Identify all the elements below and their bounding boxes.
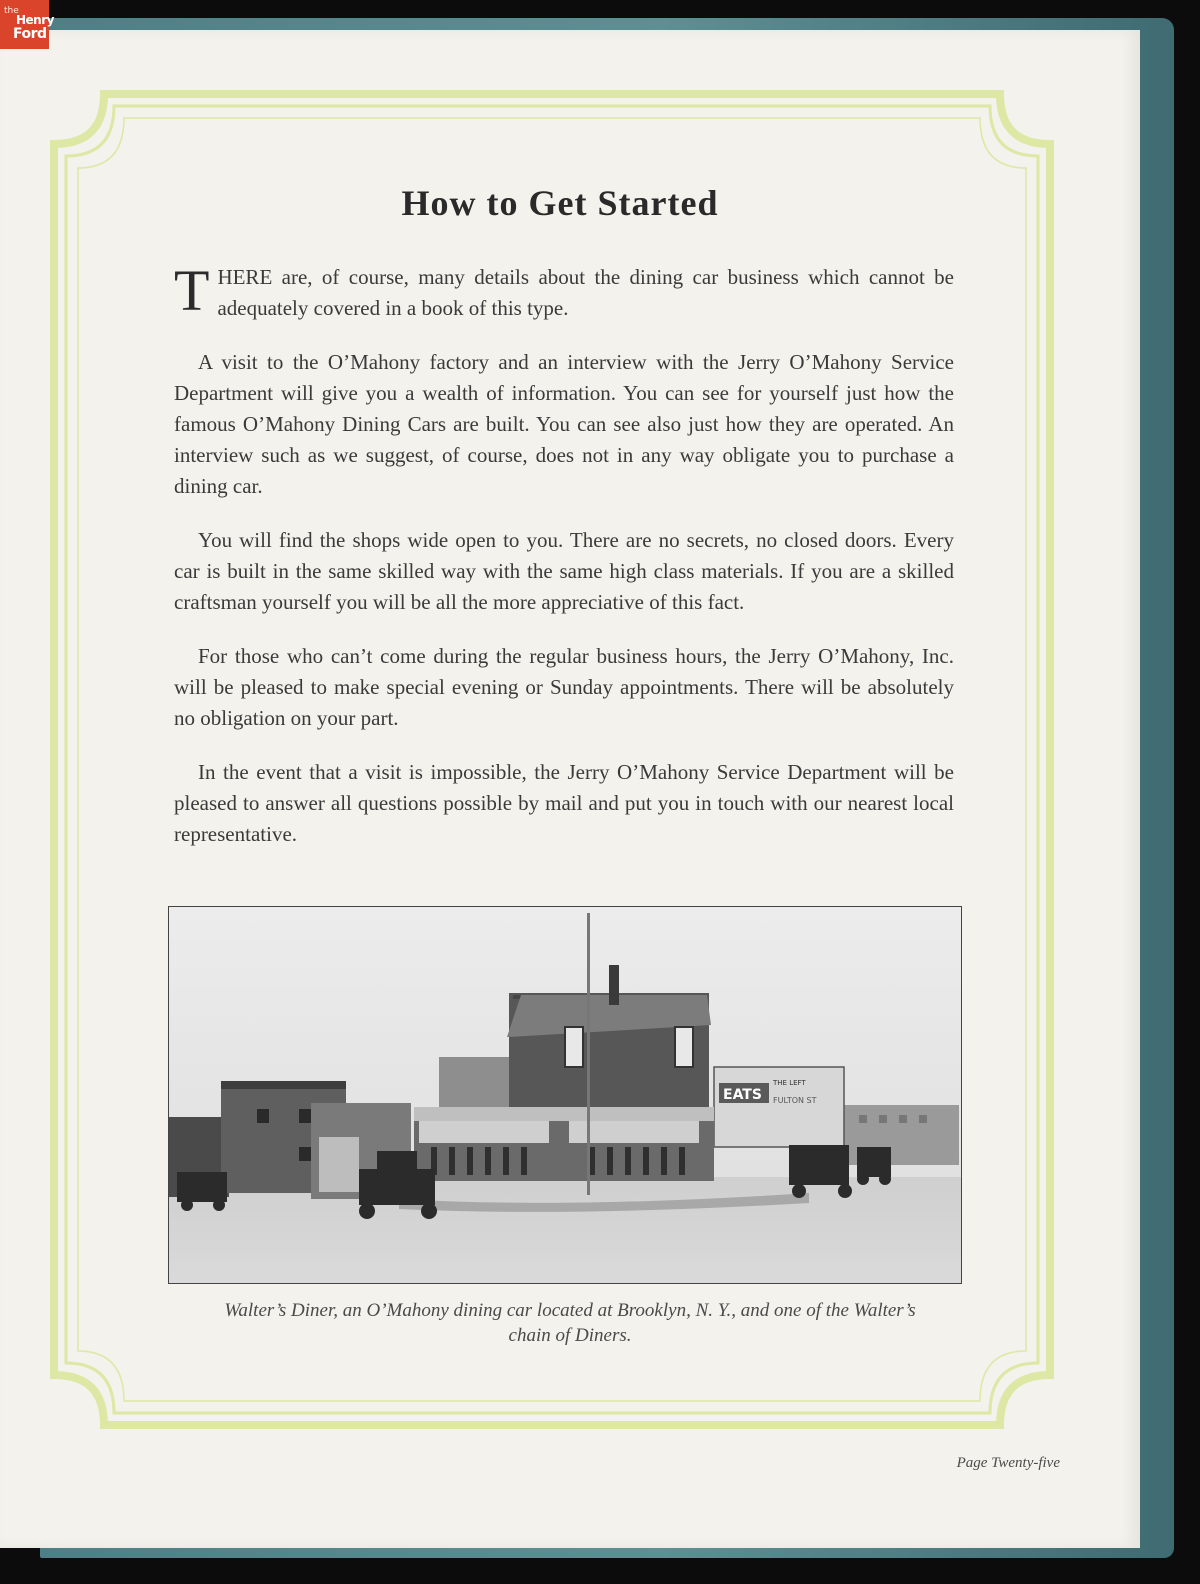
paragraph-3: You will find the shops wide open to you. There are no secrets, no closed doors. Every car is built in the same skilled way with the same high class materials. If you are a skilled craftsman yourself you will be all the more appreciative of this fact. xyxy=(174,528,954,614)
drop-cap: T xyxy=(174,258,210,323)
body-text xyxy=(174,258,954,873)
paragraph-4: For those who can’t come during the regular business hours, the Jerry O’Mahony, Inc. will be pleased to make special evening or Sunday appointments. There will be absolutely no obligation on your part. xyxy=(174,644,954,730)
the-left-sign: THE LEFT xyxy=(773,1079,806,1087)
page-title: How to Get Started xyxy=(401,183,719,223)
photo-caption: Walter’s Diner, an O’Mahony dining car located at Brooklyn, N. Y., and one of the Walter’s chain of Diners. xyxy=(224,1300,916,1346)
paragraph-2: A visit to the O’Mahony factory and an interview with the Jerry O’Mahony Service Department will give you a wealth of information. You can see for yourself just how the famous O’Mahony Dining Cars are built. You can see also just how they are operated. An interview such as we suggest, of course, does not in any way obligate you to purchase a dining car. xyxy=(174,350,954,498)
eats-sign: EATS xyxy=(723,1087,762,1103)
diner-photo-illustration xyxy=(169,907,962,1284)
page-number: Page Twenty-five xyxy=(956,1455,1060,1471)
paragraph-1: THERE are, of course, many details about the dining car business which cannot be adequately covered in a book of this type. xyxy=(174,258,954,323)
paragraph-5: In the event that a visit is impossible, the Jerry O’Mahony Service Department will be pleased to answer all questions possible by mail and put you in touch with our nearest local representative. xyxy=(174,760,954,846)
diner-photograph xyxy=(168,906,962,1284)
fulton-sign: FULTON ST xyxy=(773,1096,817,1105)
henry-ford-logo: the Henry Ford xyxy=(0,0,49,49)
